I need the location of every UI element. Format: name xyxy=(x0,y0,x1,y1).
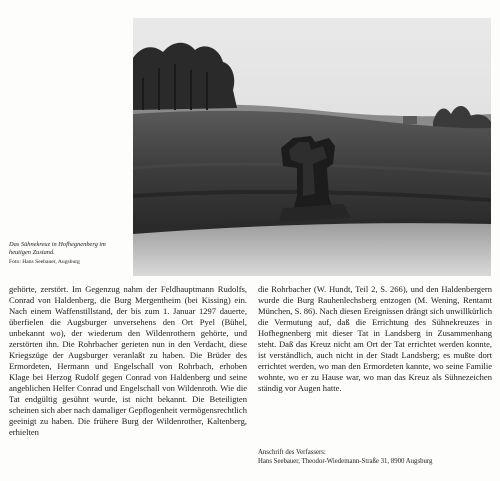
address-line: Hans Seebauer, Theodor-Wiedemann-Straße 31, 8900 Augsburg xyxy=(258,458,433,465)
address-label: Anschrift des Verfassers: xyxy=(258,449,326,456)
photo-image xyxy=(133,18,491,276)
text-column-right xyxy=(258,284,492,394)
paragraph-right: die Rohrbacher (W. Hundt, Teil 2, S. 266), und den Haldenbergern wurde die Burg Rauhenlechsberg entzogen (M. Wening, Rentamt München, S. 86). Nach diesen Ereignissen drängt sich unwillkürlich die Vermutung auf, daß die Errichtung des Sühnekreuzes in Hofhegnenberg mit dieser Tat in Landsberg in Zusammenhang steht. Daß das Kreuz nicht am Ort der Tat errichtet werden konnte, ist verständlich, auch nicht in der Stadt Landsberg; es mußte dort errichtet werden, wo man den Ermordeten kannte, wo seine Familie wohnte, wo er zu Hause war, wo man das Kreuz als Sühnezeichen ständig vor Augen hatte. xyxy=(258,284,492,393)
paragraph-left: gehörte, zerstört. Im Gegenzug nahm der Feldhauptmann Rudolfs, Conrad von Haldenberg, die Burg Mergentheim (bei Kissing) ein. Nach einem Waffenstillstand, der bis zum 1. Januar 1297 dauerte, überfielen die Augsburger unversehens den Ort Pyel (Bühel, unbekannt wo), der wiederum den Wildenrothern gehörte, und zerstörten ihn. Die Rohrbacher gerieten nun in den Verdacht, diese Kriegszüge der Augsburger veranlaßt zu haben. Die Brüder des Ermordeten, Hermann und Engelschall von Rohrbach, erhoben Klage bei Herzog Rudolf gegen Conrad von Haldenberg und seine angeblichen Helfer Conrad und Engelschall von Wildenroth. Wie die Tat endgültig gesühnt wurde, ist nicht bekannt. Die Beteiligten scheinen sich aber nach damaliger Gepflogenheit vermögensrechtlich geeinigt zu haben. Die frühere Burg der Wildenrother, Kaltenberg, erhielten xyxy=(9,284,247,437)
caption-text: Das Sühnekreuz in Hofhegnenberg im heutigen Zustand. xyxy=(9,241,106,256)
photo-credit: Foto: Hans Seebauer, Augsburg xyxy=(9,259,80,265)
author-address xyxy=(258,448,494,466)
photo-caption xyxy=(9,241,127,266)
text-column-left xyxy=(9,284,247,438)
photo-suehnekreuz xyxy=(133,18,491,276)
